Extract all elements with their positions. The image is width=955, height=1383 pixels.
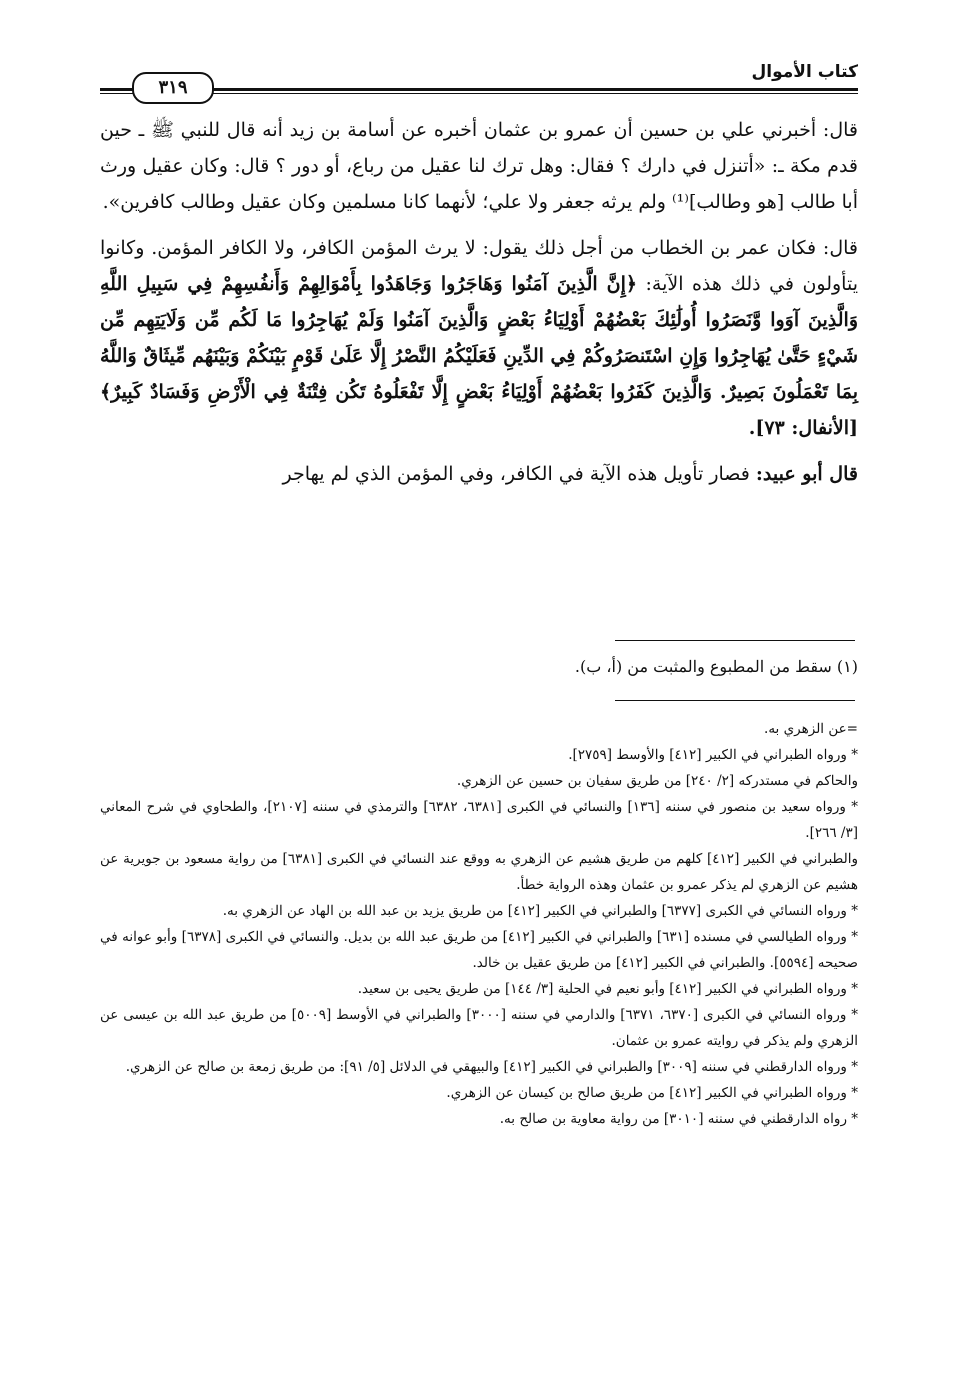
header-rule-thin — [100, 93, 858, 94]
note-line: =عن الزهري به. — [764, 721, 858, 737]
note-line: * رواه الدارقطني في سننه [٣٠١٠] من رواية معاوية بن صالح به. — [499, 1111, 858, 1127]
note-line: والطبراني في الكبير [٤١٢] كلهم من طريق هشيم عن الزهري به ووقع عند النسائي في الكبرى [٦٣٨١] من رواية مسعود بن جويرية عن هشيم عن الزهري لم يذكر عمرو بن عثمان وهذه الرواية خطأ. — [100, 851, 858, 893]
quran-verse: ﴿إِنَّ الَّذِينَ آمَنُوا وَهَاجَرُوا وَجَاهَدُوا بِأَمْوَالِهِمْ وَأَنفُسِهِمْ فِي سَبِيلِ اللَّهِ وَالَّذِينَ آوَوا وَّنَصَرُوا أُولَٰئِكَ بَعْضُهُمْ أَوْلِيَاءُ بَعْضٍ وَالَّذِينَ آمَنُوا وَلَمْ يُهَاجِرُوا مَا لَكُم مِّن وَلَايَتِهِم مِّن شَيْءٍ حَتَّىٰ يُهَاجِرُوا وَإِنِ اسْتَنصَرُوكُمْ فِي الدِّينِ فَعَلَيْكُمُ النَّصْرُ إِلَّا عَلَىٰ قَوْمٍ بَيْنَكُمْ وَبَيْنَهُم مِّيثَاقٌ وَاللَّهُ بِمَا تَعْمَلُونَ بَصِيرٌ. وَالَّذِينَ كَفَرُوا بَعْضُهُمْ أَوْلِيَاءُ بَعْضٍ إِلَّا تَفْعَلُوهُ تَكُن فِتْنَةٌ فِي الْأَرْضِ وَفَسَادٌ كَبِيرٌ﴾ — [100, 273, 858, 403]
paragraph-3 — [100, 456, 858, 492]
paragraph-2-intro: قال: فكان عمر بن الخطاب من أجل ذلك يقول: لا يرث المؤمن الكافر، ولا الكافر المؤمن. وكانوا يتأولون في ذلك هذه الآية: — [100, 237, 858, 295]
book-title: كتاب الأموال — [751, 62, 858, 82]
note-line: والحاكم في مستدركه [٢/ ٢٤٠] من طريق سفيان بن حسين عن الزهري. — [456, 773, 858, 789]
note-line: * ورواه الطبراني في الكبير [٤١٢] من طريق صالح بن كيسان عن الزهري. — [446, 1085, 858, 1101]
paragraph-1: قال: أخبرني علي بن حسين أن عمرو بن عثمان أخبره عن أسامة بن زيد أنه قال للنبي ﷺ ـ حين قدم مكة ـ: «أتنزل في دارك ؟ فقال: وهل ترك لنا عقيل من رباع، أو دور ؟ قال: وكان عقيل ورث أبا طالب [هو وطالب]⁽¹⁾ ولم يرثه جعفر ولا علي؛ لأنهما كانا مسلمين وكان عقيل وطالب كافرين». — [100, 119, 858, 213]
verse-reference: [الأنفال: ٧٣]. — [748, 417, 858, 439]
note-line: * ورواه الطيالسي في مسنده [٦٣١] والطبراني في الكبير [٤١٢] من طريق عبد الله بن بديل. والنسائي في الكبرى [٦٣٧٨] وأبو عوانه في صحيحه [٥٥٩٤]. والطبراني في الكبير [٤١٢] من طريق عقيل بن خالد. — [100, 929, 859, 971]
paragraph-3-lead: قال أبو عبيد: — [755, 463, 858, 485]
note-line: * ورواه الطبراني في الكبير [٤١٢] وأبو نعيم في الحلية [٣/ ١٤٤] من طريق يحيى بن سعيد. — [357, 981, 858, 997]
footnote-1: (١) سقط من المطبوع والمثبت من (أ، ب). — [574, 657, 858, 676]
paragraph-3-text: فصار تأويل هذه الآية في الكافر، وفي المؤمن الذي لم يهاجر — [282, 463, 750, 485]
main-text — [100, 112, 858, 502]
footnote-separator — [615, 640, 855, 641]
paragraph-2 — [100, 230, 858, 446]
notes-separator — [615, 700, 855, 701]
note-line: * ورواه سعيد بن منصور في سننه [١٣٦] والنسائي في الكبرى [٦٣٨١، ٦٣٨٢] والترمذي في سننه [٢١٠٧]، والطحاوي في شرح المعاني [٣/ ٢٦٦]. — [100, 799, 858, 841]
note-line: * ورواه الدارقطني في سننه [٣٠٠٩] والطبراني في الكبير [٤١٢] والبيهقي في الدلائل [٥/ ٩١]: من طريق زمعة بن صالح عن الزهري. — [125, 1059, 858, 1075]
page-header — [100, 60, 858, 100]
hadith-notes — [100, 716, 858, 1132]
page-number: ٣١٩ — [132, 72, 214, 104]
note-line: * ورواه الطبراني في الكبير [٤١٢] والأوسط [٢٧٥٩]. — [568, 747, 858, 763]
note-line: * ورواه النسائي في الكبرى [٦٣٧٠، ٦٣٧١] والدارمي في سننه [٣٠٠٠] والطبراني في الأوسط [٥٠٠٩] من طريق عبد الله بن عيسى عن الزهري ولم يذكر في روايته عمرو بن عثمان. — [100, 1007, 859, 1049]
note-line: * ورواه النسائي في الكبرى [٦٣٧٧] والطبراني في الكبير [٤١٢] من طريق يزيد بن عبد الله بن الهاد عن الزهري به. — [222, 903, 858, 919]
